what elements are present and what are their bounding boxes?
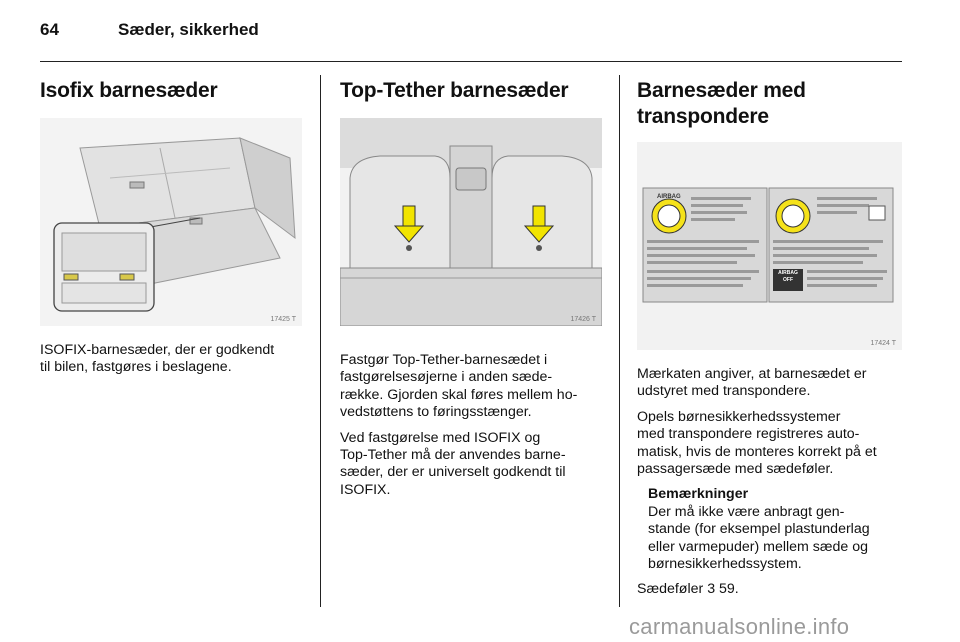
isofix-heading: Isofix barnesæder bbox=[40, 79, 218, 102]
transponder-label-illustration bbox=[637, 142, 902, 350]
figure-code: 17425 T bbox=[270, 316, 296, 323]
top-tether-paragraph-1: Fastgør Top-Tether-barnesædet i fastgørelsesøjerne i anden sæde- række. Gjorden skal føres mellem ho- vedstøttens to føringsstænger. bbox=[340, 352, 578, 421]
isofix-figure bbox=[40, 118, 302, 326]
chapter-title: Sæder, sikkerhed bbox=[118, 20, 259, 39]
isofix-column bbox=[40, 78, 302, 377]
page-number: 64 bbox=[40, 20, 59, 39]
cross-reference[interactable]: Sædeføler 3 59. bbox=[637, 581, 739, 598]
note-heading: Bemærkninger bbox=[648, 486, 749, 503]
note-box bbox=[637, 486, 902, 573]
figure-code: 17424 T bbox=[870, 340, 896, 347]
airbag-badge: AIRBAG bbox=[657, 194, 681, 200]
top-tether-illustration bbox=[340, 118, 602, 326]
top-tether-heading: Top-Tether barnesæder bbox=[340, 79, 569, 102]
reference-arrow-icon: 3 bbox=[707, 581, 716, 598]
transponder-paragraph-1: Mærkaten angiver, at barnesædet er udstyret med transpondere. bbox=[637, 366, 867, 400]
top-tether-figure bbox=[340, 118, 602, 326]
header-rule bbox=[40, 61, 902, 62]
column-divider-2 bbox=[619, 75, 620, 607]
top-tether-paragraph-2: Ved fastgørelse med ISOFIX og Top-Tether må der anvendes barne- sæder, der er universelt godkendt til ISOFIX. bbox=[340, 429, 566, 498]
transponder-paragraph-2: Opels børnesikkerhedssystemer med transpondere registreres auto- matisk, hvis de monteres korrekt på et passagersæde med sædeføler. bbox=[637, 408, 877, 478]
figure-code: 17426 T bbox=[570, 316, 596, 323]
transponder-heading: Barnesæder med transpondere bbox=[637, 79, 806, 128]
airbag-off-badge: AIRBAG OFF bbox=[778, 270, 798, 283]
watermark: carmanualsonline.info bbox=[629, 614, 850, 639]
transponder-figure bbox=[637, 142, 902, 350]
isofix-seat-illustration bbox=[40, 118, 302, 326]
note-text: Der må ikke være anbragt gen- stande (for eksempel plastunderlag eller varmepuder) mellem sæde og børnesikkerhedssystem. bbox=[648, 503, 870, 573]
isofix-text: ISOFIX-barnesæder, der er godkendt til bilen, fastgøres i beslagene. bbox=[40, 342, 275, 376]
transponder-column bbox=[637, 78, 902, 599]
top-tether-column bbox=[340, 78, 602, 499]
column-divider-1 bbox=[320, 75, 321, 607]
